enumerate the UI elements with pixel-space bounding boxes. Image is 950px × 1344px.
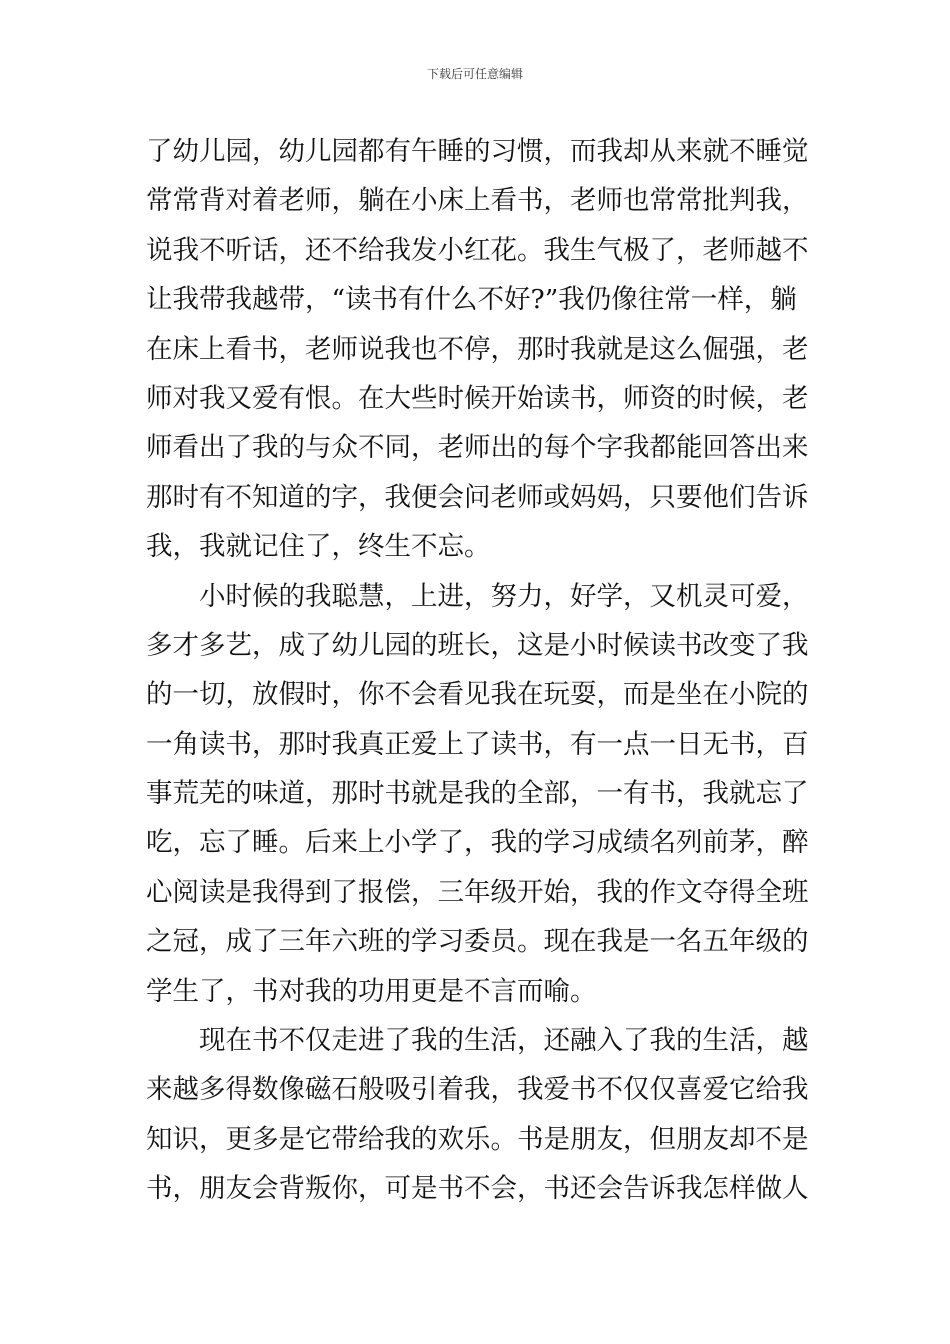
text-line: 心阅读是我得到了报偿，三年级开始，我的作文夺得全班 bbox=[146, 876, 809, 908]
text-line: 的一切，放假时，你不会看见我在玩耍，而是坐在小院的 bbox=[146, 679, 809, 711]
text-line: 了幼儿园，幼儿园都有午睡的习惯，而我却从来就不睡觉 bbox=[146, 136, 809, 167]
page-header bbox=[0, 66, 950, 82]
text-line: 常常背对着老师，躺在小床上看书，老师也常常批判我， bbox=[146, 185, 809, 217]
text-line: 多才多艺，成了幼儿园的班长，这是小时候读书改变了我 bbox=[146, 629, 809, 661]
document-body bbox=[146, 127, 816, 1214]
text-line: 事荒芜的味道，那时书就是我的全部，一有书，我就忘了 bbox=[146, 778, 809, 810]
text-line: 来越多得数像磁石般吸引着我，我爱书不仅仅喜爱它给我 bbox=[146, 1074, 809, 1106]
text-line: 知识，更多是它带给我的欢乐。书是朋友，但朋友却不是 bbox=[146, 1123, 809, 1155]
text-line: 小时候的我聪慧，上进，努力，好学，又机灵可爱， bbox=[199, 580, 809, 612]
text-line: 在床上看书，老师说我也不停，那时我就是这么倔强，老 bbox=[146, 333, 809, 365]
text-line: 那时有不知道的字，我便会问老师或妈妈，只要他们告诉 bbox=[146, 481, 809, 513]
text-line: 现在书不仅走进了我的生活，还融入了我的生活，越 bbox=[199, 1025, 809, 1057]
text-line: 书，朋友会背叛你，可是书不会，书还会告诉我怎样做人 bbox=[146, 1173, 809, 1205]
text-line: 师对我又爱有恨。在大些时候开始读书，师资的时候，老 bbox=[146, 382, 809, 414]
text-line: 之冠，成了三年六班的学习委员。现在我是一名五年级的 bbox=[146, 926, 809, 958]
text-line: 吃，忘了睡。后来上小学了，我的学习成绩名列前茅，醉 bbox=[146, 827, 809, 859]
text-line: 师看出了我的与众不同，老师出的每个字我都能回答出来 bbox=[146, 432, 809, 464]
text-line: 说我不听话，还不给我发小红花。我生气极了，老师越不 bbox=[146, 234, 809, 266]
header-text: 下载后可任意编辑 bbox=[426, 67, 523, 81]
text-line: 让我带我越带，“读书有什么不好?”我仍像往常一样，躺 bbox=[146, 284, 797, 316]
text-line: 一角读书，那时我真正爱上了读书，有一点一日无书，百 bbox=[146, 728, 809, 760]
text-line: 学生了，书对我的功用更是不言而喻。 bbox=[146, 975, 597, 1007]
text-line: 我，我就记住了，终生不忘。 bbox=[146, 531, 491, 563]
